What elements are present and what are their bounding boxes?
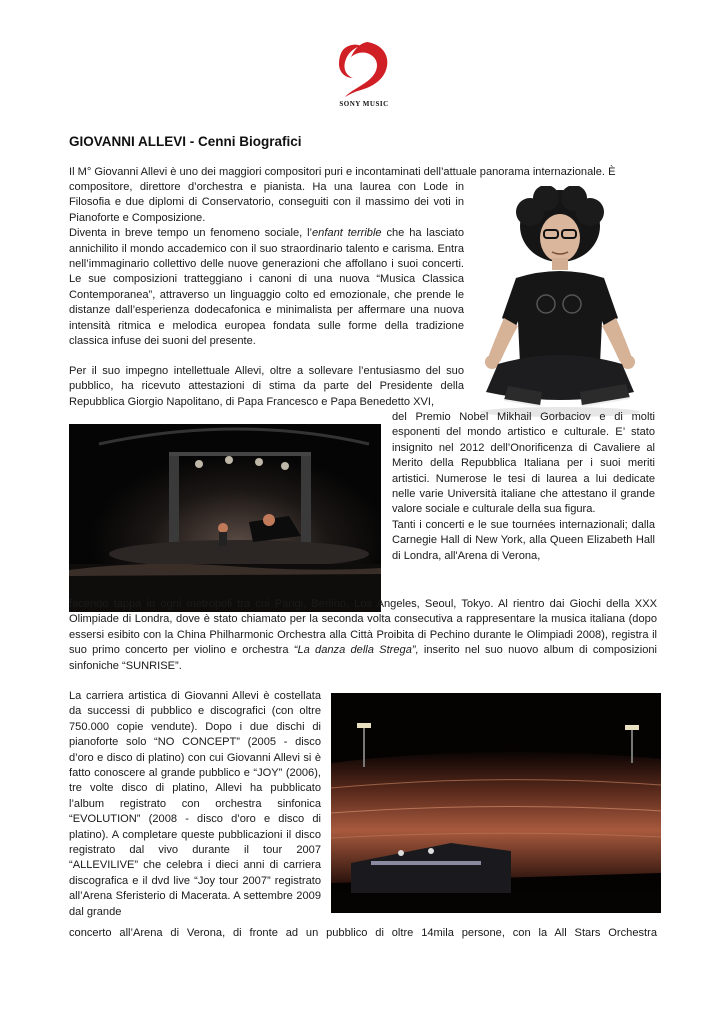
portrait-photo [468, 186, 653, 422]
page-title: GIOVANNI ALLEVI - Cenni Biografici [69, 134, 302, 149]
sony-music-logo [329, 40, 399, 120]
paragraph-1: compositore, direttore d’orchestra e pianista. Ha una laurea con Lode in Filosofia e due diplomi di Conservatorio, conseguiti con il massimo dei voti in Pianoforte e Composizione. Diventa in breve tempo un fenomeno sociale, l’enfant terrible che ha lasciato annichilito il mondo accademico con il suo straordinario talento e carisma. Entra nell’immaginario collettivo delle nuove generazioni che affollano i suoi concerti. Le sue composizioni tratteggiano i canoni di una nuova “Musica Classica Contemporanea”, attraverso un linguaggio colto ed emozionale, che prende le distanze dall’esperienza dodecafonica e minimalista per affermare una nuova intensità ritmica e melodica europea fondata sulle forme della tradizione classica infuse dei suoni del presente. [69, 180, 464, 349]
paragraph-3-continued: concerto all’Arena di Verona, di fronte ad un pubblico di oltre 14mila persone, con la All Stars Orchestra [69, 927, 657, 939]
paragraph-2-full: facendo tappa in ogni metropoli tra cui Parigi, Berlino, Los Angeles, Seoul, Tokyo. Al rientro dai Giochi della XXX Olimpiade di Londra, dove è stato chiamato per la seconda volta consecutiva a rappresentare la musica italiana (dopo essersi esibito con la China Philharmonic Orchestra alla Città Proibita di Pechino durante le Olimpiadi 2008), registra il suo primo concerto per violino e orchestra “La danza della Strega”, inserito nel suo nuovo album di composizioni sinfoniche “SUNRISE”. [69, 598, 657, 672]
arena-concert-photo [331, 693, 661, 913]
paragraph-1-body: Diventa in breve tempo un fenomeno sociale, l’enfant terrible che ha lasciato annichilito il mondo accademico con il suo straordinario talento e carisma. Entra nell’immaginario collettivo delle nuove generazioni che affollano i suoi concerti. Le sue composizioni tratteggiano i canoni di una nuova “Musica Classica Contemporanea”, attraverso un linguaggio colto ed emozionale, che prende le distanze dall’esperienza dodecafonica e minimalista per affermare una nuova intensità ritmica e melodica europea fondata sulle forme della tradizione classica infuse dei suoni del presente. [69, 227, 464, 348]
paragraph-2-intro: Per il suo impegno intellettuale Allevi, oltre a sollevare l’entusiasmo del suo pubblico, ha ricevuto attestazioni di stima da parte del Presidente della Repubblica Giorgio Napolitano, di Papa Francesco e Papa Benedetto XVI, [69, 365, 464, 408]
paragraph-2-continued [69, 597, 657, 674]
sony-music-s-icon [337, 40, 391, 98]
paragraph-1-line-1: Il M° Giovanni Allevi è uno dei maggiori compositori puri e incontaminati dell’attuale panorama internazionale. È [69, 166, 616, 178]
concert-stage-photo [69, 424, 381, 612]
paragraph-2-side: del Premio Nobel Mikhail Gorbaciov e di molti esponenti del mondo artistico e culturale. E’ stato insignito nel 2012 dell’Onorificenza di Cavaliere al Merito della Repubblica Italiana per i suoi meriti artistici. Numerose le tesi di laurea a lui dedicate nelle varie Università italiane che attestano il grande valore sociale e culturale della sua figura. Tanti i concerti e le sue tournées internazionali; dalla Carnegie Hall di New York, alla Queen Elizabeth Hall di Londra, all'Arena di Verona, [392, 411, 655, 562]
paragraph-3: La carriera artistica di Giovanni Allevi è costellata da successi di pubblico e discografici (con oltre 750.000 copie vendute). Dopo i due dischi di pianoforte solo “NO CONCEPT” (2005 - disco d’oro e disco di platino) con cui Giovanni Allevi si è fatto conoscere al grande pubblico e “JOY” (2006), tre volte disco di platino, Allevi ha pubblicato l’album registrato con orchestra sinfonica “EVOLUTION” (2008 - disco d’oro e disco di platino). A completare queste pubblicazioni il disco registrato dal vivo durante il tour 2007 “ALLEVILIVE” che celebra i dieci anni di carriera discografica e il dvd live “Joy tour 2007” registrato all’Arena Sferisterio di Macerata. A settembre 2009 dal grande [69, 690, 321, 918]
brand-name: SONY MUSIC [339, 100, 389, 108]
